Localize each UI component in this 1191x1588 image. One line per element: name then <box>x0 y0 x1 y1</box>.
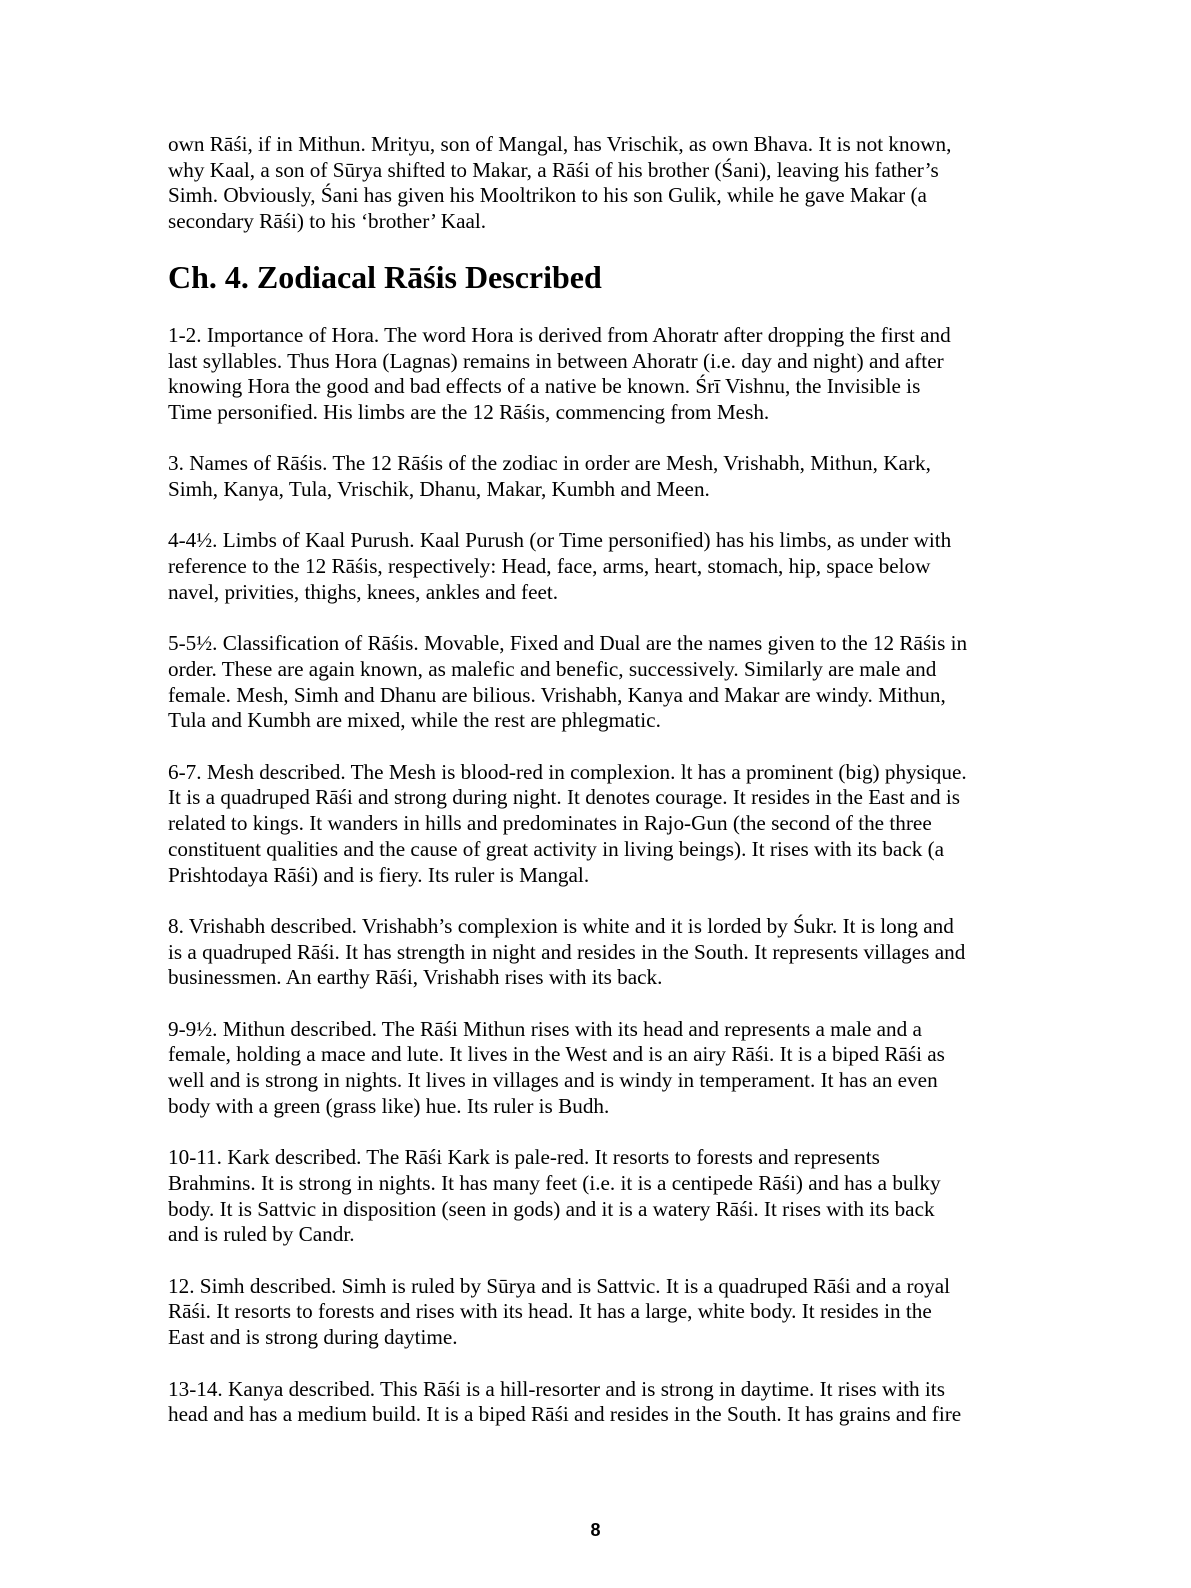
paragraph-vrishabh-described: 8. Vrishabh described. Vrishabh’s complexion is white and it is lorded by Śukr. It is long and is a quadruped Rāśi. It has strength in night and resides in the South. It represents villages and businessmen. An earthy Rāśi, Vrishabh rises with its back. <box>168 913 966 990</box>
paragraph-limbs-of-kaal-purush: 4-4½. Limbs of Kaal Purush. Kaal Purush (or Time personified) has his limbs, as under with reference to the 12 Rāśis, respectively: Head, face, arms, heart, stomach, hip, space below navel, privities, thighs, knees, ankles and feet. <box>168 528 952 604</box>
paragraph-classification-of-rasis: 5-5½. Classification of Rāśis. Movable, Fixed and Dual are the names given to the 12 Rāśis in order. These are again known, as malefic and benefic, successively. Similarly are male and female. Mesh, Simh and Dhanu are bilious. Vrishabh, Kanya and Makar are windy. Mithun, Tula and Kumbh are mixed, while the rest are phlegmatic. <box>168 631 968 733</box>
document-page <box>168 132 1036 1428</box>
paragraph-simh-described: 12. Simh described. Simh is ruled by Sūrya and is Sattvic. It is a quadruped Rāśi and a royal Rāśi. It resorts to forests and rises with its head. It has a large, white body. It resides in the East and is strong during daytime. <box>168 1273 951 1350</box>
paragraph-kark-described: 10-11. Kark described. The Rāśi Kark is pale-red. It resorts to forests and represents Brahmins. It is strong in nights. It has many feet (i.e. it is a centipede Rāśi) and has a bulky body. It is Sattvic in disposition (seen in gods) and it is a watery Rāśi. It rises with its back and is ruled by Candr. <box>168 1145 941 1247</box>
intro-paragraph: own Rāśi, if in Mithun. Mrityu, son of Mangal, has Vrischik, as own Bhava. It is not known, why Kaal, a son of Sūrya shifted to Makar, a Rāśi of his brother (Śani), leaving his father’s Simh. Obviously, Śani has given his Mooltrikon to his son Gulik, while he gave Makar (a secondary Rāśi) to his ‘brother’ Kaal. <box>168 132 952 234</box>
paragraph-importance-of-hora: 1-2. Importance of Hora. The word Hora is derived from Ahoratr after dropping the first and last syllables. Thus Hora (Lagnas) remains in between Ahoratr (i.e. day and night) and after knowing Hora the good and bad effects of a native be known. Śrī Vishnu, the Invisible is Time personified. His limbs are the 12 Rāśis, commencing from Mesh. <box>168 322 951 424</box>
paragraph-mithun-described: 9-9½. Mithun described. The Rāśi Mithun rises with its head and represents a male and a female, holding a mace and lute. It lives in the West and is an airy Rāśi. It is a biped Rāśi as well and is strong in nights. It lives in villages and is windy in temperament. It has an even body with a green (grass like) hue. Its ruler is Budh. <box>168 1016 945 1118</box>
chapter-heading: Ch. 4. Zodiacal Rāśis Described <box>168 258 602 295</box>
paragraph-names-of-rasis: 3. Names of Rāśis. The 12 Rāśis of the zodiac in order are Mesh, Vrishabh, Mithun, Kark, Simh, Kanya, Tula, Vrischik, Dhanu, Makar, Kumbh and Meen. <box>168 451 931 502</box>
chapter-body <box>168 323 1036 1428</box>
paragraph-mesh-described: 6-7. Mesh described. The Mesh is blood-red in complexion. lt has a prominent (big) physique. It is a quadruped Rāśi and strong during night. It denotes courage. It resides in the East and is related to kings. It wanders in hills and predominates in Rajo-Gun (the second of the three constituent qualities and the cause of great activity in living beings). It rises with its back (a Prishtodaya Rāśi) and is fiery. Its ruler is Mangal. <box>168 759 967 887</box>
paragraph-kanya-described: 13-14. Kanya described. This Rāśi is a hill-resorter and is strong in daytime. It rises with its head and has a medium build. It is a biped Rāśi and resides in the South. It has grains and fire <box>168 1376 962 1427</box>
page-number: 8 <box>590 1520 601 1540</box>
